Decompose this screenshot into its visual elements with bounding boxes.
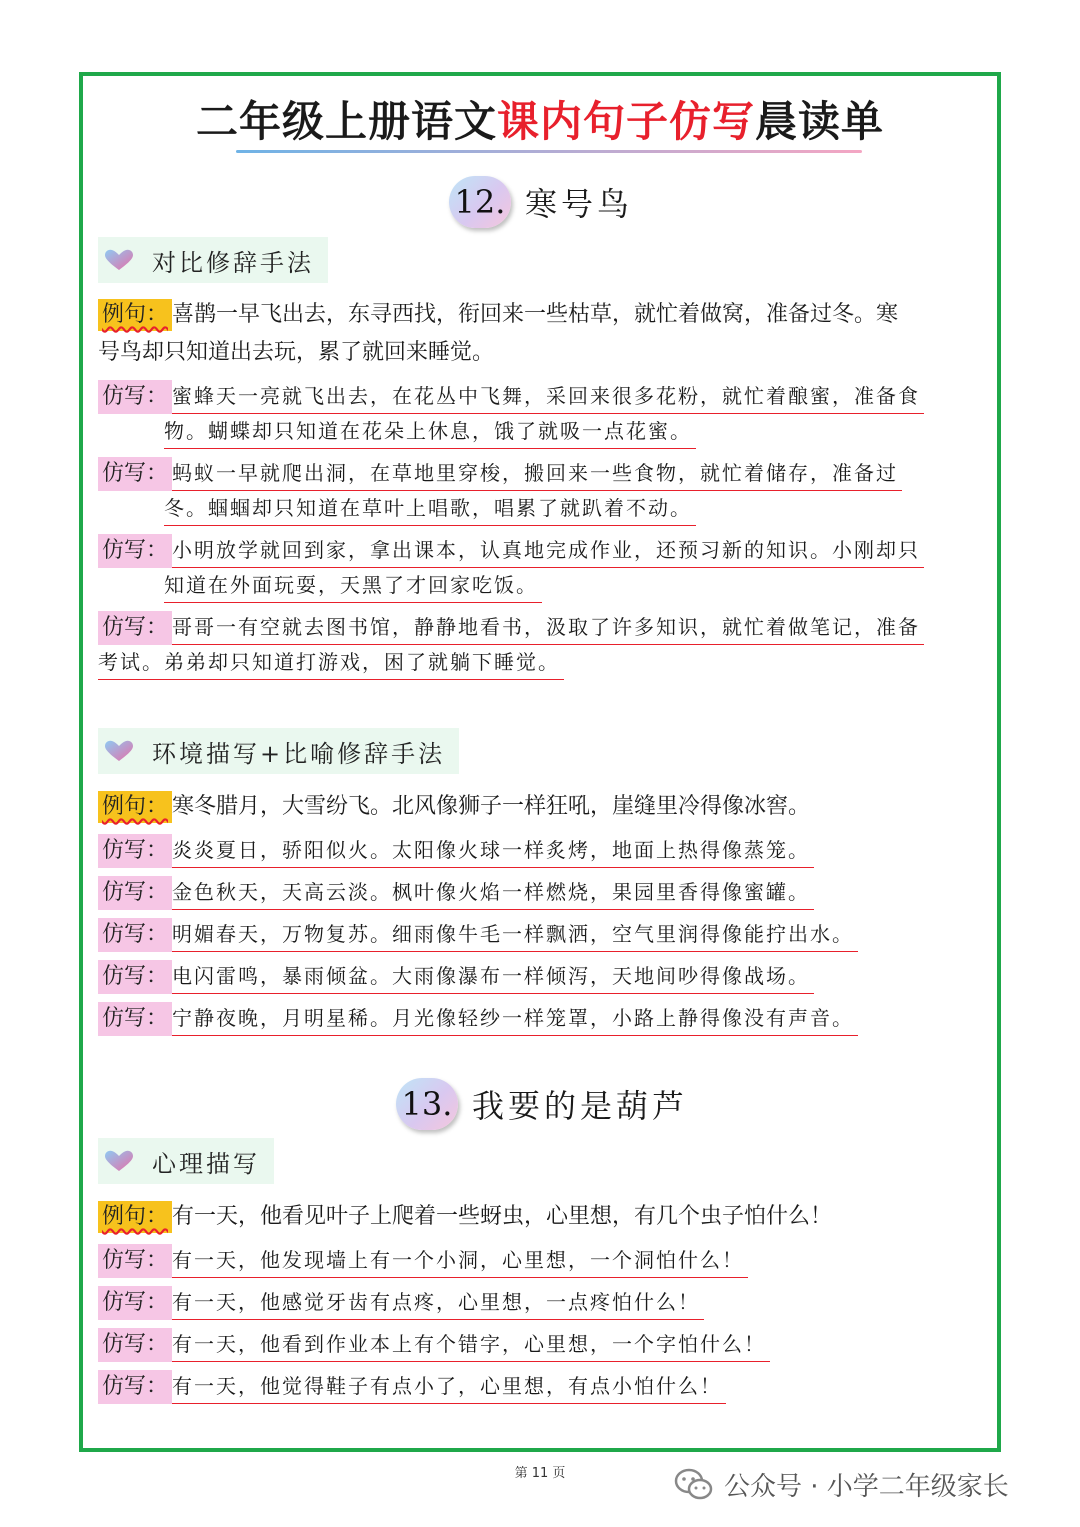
example-text: 有一天，他看见叶子上爬着一些蚜虫，心里想，有几个虫子怕什么！ — [172, 1204, 833, 1229]
section-heading-label: 心理描写 — [152, 1149, 260, 1178]
imitation-item — [98, 875, 982, 910]
imitation-item — [98, 610, 982, 680]
imitation-item — [98, 1327, 982, 1362]
imitation-text: 有一天，他感觉牙齿有点疼，心里想，一点疼怕什么！ — [172, 1285, 704, 1320]
imitation-text: 宁静夜晚，月明星稀。月光像轻纱一样笼罩，小路上静得像没有声音。 — [172, 1001, 858, 1036]
imitation-tag: 仿写： — [98, 380, 172, 414]
lesson-13-heading — [396, 1078, 688, 1130]
imitation-item — [98, 1369, 982, 1404]
imitation-tag: 仿写： — [98, 1370, 172, 1404]
imitation-text: 有一天，他觉得鞋子有点小了，心里想，有点小怕什么！ — [172, 1369, 726, 1404]
lesson-name: 我要的是葫芦 — [472, 1087, 689, 1125]
example-tag: 例句： — [98, 791, 172, 823]
imitation-tag: 仿写： — [98, 457, 172, 491]
imitation-text: 炎炎夏日，骄阳似火。太阳像火球一样炙烤，地面上热得像蒸笼。 — [172, 833, 814, 868]
section-heading-psychology — [98, 1138, 274, 1184]
wechat-icon — [674, 1467, 714, 1503]
imitation-text: 哥哥一有空就去图书馆，静静地看书，汲取了许多知识，就忙着做笔记，准备 — [172, 610, 924, 645]
imitation-text: 有一天，他看到作业本上有个错字，心里想，一个字怕什么！ — [172, 1327, 770, 1362]
heart-icon — [104, 740, 134, 762]
example-text: 喜鹊一早飞出去，东寻西找，衔回来一些枯草，就忙着做窝，准备过冬。寒 — [172, 302, 899, 327]
section-heading-label: 对比修辞手法 — [152, 248, 314, 277]
imitation-text: 物。蝴蝶却只知道在花朵上休息，饿了就吸一点花蜜。 — [164, 414, 696, 449]
section-heading-label: 环境描写+比喻修辞手法 — [152, 739, 446, 768]
title-part1: 二年级上册语文 — [195, 97, 497, 146]
lesson-name: 寒号鸟 — [525, 185, 634, 223]
lesson-number: 12. — [449, 176, 511, 228]
imitation-tag: 仿写： — [98, 960, 172, 994]
title-part2: 课内句子仿写 — [496, 97, 755, 146]
watermark — [674, 1466, 1009, 1503]
imitation-text: 小明放学就回到家，拿出课本，认真地完成作业，还预习新的知识。小刚却只 — [172, 533, 924, 568]
page-title — [0, 92, 1080, 152]
page-number: 第 11 页 — [514, 1466, 566, 1481]
imitation-tag: 仿写： — [98, 1244, 172, 1278]
heart-icon — [104, 1150, 134, 1172]
imitation-item — [98, 959, 982, 994]
imitation-item — [98, 1001, 982, 1036]
example-text: 寒冬腊月，大雪纷飞。北风像狮子一样狂吼，崖缝里冷得像冰窖。 — [172, 794, 811, 819]
imitation-tag: 仿写： — [98, 1286, 172, 1320]
imitation-item — [98, 1243, 982, 1278]
imitation-tag: 仿写： — [98, 876, 172, 910]
lesson-12-heading — [449, 176, 633, 228]
imitation-item — [98, 833, 982, 868]
example-sentence — [98, 296, 982, 372]
example-sentence — [98, 1198, 982, 1236]
example-tag: 例句： — [98, 299, 172, 331]
imitation-tag: 仿写： — [98, 834, 172, 868]
title-underline — [236, 150, 862, 153]
imitation-text: 知道在外面玩耍，天黑了才回家吃饭。 — [164, 568, 542, 603]
imitation-tag: 仿写： — [98, 1002, 172, 1036]
section-heading-contrast — [98, 237, 328, 283]
imitation-tag: 仿写： — [98, 611, 172, 645]
imitation-item — [98, 379, 982, 449]
imitation-item — [98, 917, 982, 952]
imitation-tag: 仿写： — [98, 534, 172, 568]
imitation-text: 冬。蝈蝈却只知道在草叶上唱歌，唱累了就趴着不动。 — [164, 491, 696, 526]
example-text: 号鸟却只知道出去玩，累了就回来睡觉。 — [98, 340, 495, 365]
heart-icon — [104, 249, 134, 271]
imitation-tag: 仿写： — [98, 1328, 172, 1362]
imitation-text: 考试。弟弟却只知道打游戏，困了就躺下睡觉。 — [98, 645, 564, 680]
example-sentence — [98, 788, 982, 826]
imitation-item — [98, 533, 982, 603]
watermark-text: 公众号 · 小学二年级家长 — [724, 1472, 1009, 1502]
imitation-item — [98, 456, 982, 526]
lesson-number: 13. — [396, 1078, 458, 1130]
imitation-text: 明媚春天，万物复苏。细雨像牛毛一样飘洒，空气里润得像能拧出水。 — [172, 917, 858, 952]
title-part3: 晨读单 — [755, 97, 885, 146]
imitation-text: 金色秋天，天高云淡。枫叶像火焰一样燃烧，果园里香得像蜜罐。 — [172, 875, 814, 910]
imitation-item — [98, 1285, 982, 1320]
imitation-text: 蚂蚁一早就爬出洞，在草地里穿梭，搬回来一些食物，就忙着储存，准备过 — [172, 456, 902, 491]
example-tag: 例句： — [98, 1201, 172, 1233]
imitation-text: 电闪雷鸣，暴雨倾盆。大雨像瀑布一样倾泻，天地间吵得像战场。 — [172, 959, 814, 994]
imitation-text: 蜜蜂天一亮就飞出去，在花丛中飞舞，采回来很多花粉，就忙着酿蜜，准备食 — [172, 379, 924, 414]
section-heading-environment — [98, 728, 459, 774]
imitation-text: 有一天，他发现墙上有一个小洞，心里想，一个洞怕什么！ — [172, 1243, 748, 1278]
imitation-tag: 仿写： — [98, 918, 172, 952]
